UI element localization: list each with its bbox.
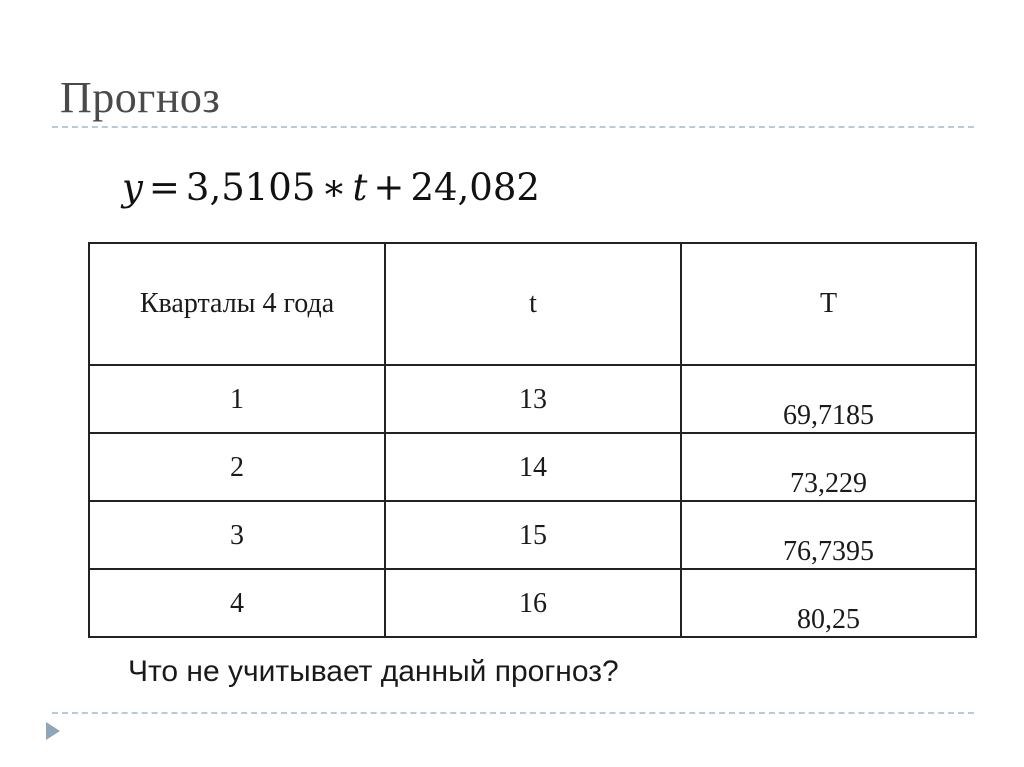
footer-divider (52, 712, 974, 714)
cell-quarter: 1 (89, 365, 385, 433)
formula-coefficient: 3,5105 (185, 166, 316, 209)
cell-quarter: 2 (89, 433, 385, 501)
cell-forecast: 69,7185 (681, 365, 976, 433)
forecast-table (88, 242, 977, 638)
slide-title: Прогноз (60, 73, 221, 122)
table-row (89, 365, 976, 433)
triangle-right-icon (46, 722, 60, 740)
cell-forecast: 73,229 (681, 433, 976, 501)
cell-forecast: 80,25 (681, 569, 976, 637)
formula-times: ∗ (321, 166, 347, 209)
cell-t: 13 (385, 365, 681, 433)
formula-variable: t (352, 166, 368, 209)
table-row (89, 433, 976, 501)
regression-formula (122, 164, 540, 212)
formula-lhs: y (122, 166, 143, 209)
table-row (89, 569, 976, 637)
header-t: t (385, 243, 681, 365)
formula-intercept: 24,082 (410, 166, 540, 209)
formula-equals: = (148, 166, 180, 209)
cell-t: 16 (385, 569, 681, 637)
title-divider (52, 126, 974, 128)
table-row (89, 501, 976, 569)
forecast-question: Что не учитывает данный прогноз? (128, 655, 619, 688)
header-forecast-value: T (681, 243, 976, 365)
header-quarters: Кварталы 4 года (89, 243, 385, 365)
cell-quarter: 4 (89, 569, 385, 637)
cell-t: 15 (385, 501, 681, 569)
cell-quarter: 3 (89, 501, 385, 569)
cell-forecast: 76,7395 (681, 501, 976, 569)
cell-t: 14 (385, 433, 681, 501)
table-header-row (89, 243, 976, 365)
formula-plus: + (373, 166, 405, 209)
